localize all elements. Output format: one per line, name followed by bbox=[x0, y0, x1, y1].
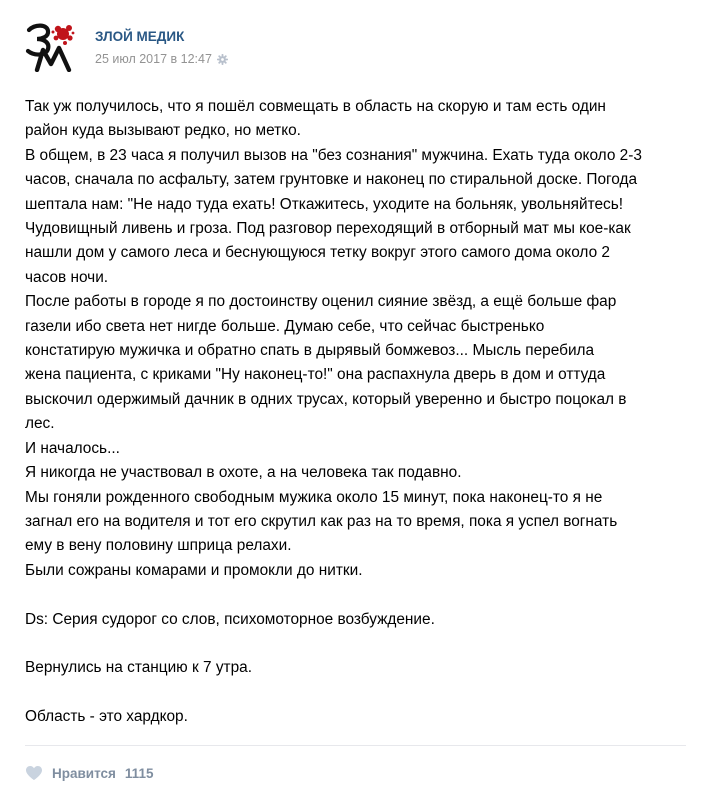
heart-icon bbox=[25, 765, 43, 781]
post-text-line: После работы в городе я по достоинству оценил сияние звёзд, а ещё больше фар bbox=[25, 293, 617, 311]
post-text-line: И началось... bbox=[25, 439, 120, 457]
post-text-line: жена пациента, с криками "Ну наконец-то!" она распахнула дверь в дом и оттуда bbox=[25, 366, 606, 384]
post-text-line: нашли дом у самого леса и беснующуюся тетку вокруг этого самого дома около 2 bbox=[25, 244, 610, 262]
blank-line bbox=[25, 681, 695, 705]
post-footer bbox=[25, 762, 153, 784]
post-text-line: часов ночи. bbox=[25, 268, 109, 286]
post-text-line: Ds: Серия судорог со слов, психомоторное возбуждение. bbox=[25, 610, 435, 628]
post-text-line: Я никогда не участвовал в охоте, а на человека так подавно. bbox=[25, 464, 462, 482]
post-text-line: В общем, в 23 часа я получил вызов на "без сознания" мужчина. Ехать туда около 2-3 bbox=[25, 146, 642, 164]
like-count: 1115 bbox=[124, 765, 154, 781]
post-text-line: часов, сначала по асфальту, затем грунтовке и наконец по стиральной доске. Погода bbox=[25, 171, 638, 189]
post-text-line: Область - это хардкор. bbox=[25, 708, 188, 726]
post-text-line: Вернулись на станцию к 7 утра. bbox=[25, 659, 252, 677]
like-label: Нравится bbox=[52, 765, 116, 781]
post-text-line: выскочил одержимый дачник в одних трусах, который уверенно и быстро поцокал в bbox=[25, 390, 627, 408]
post-text-line: Чудовищный ливень и гроза. Под разговор переходящий в отборный мат мы кое-как bbox=[25, 220, 631, 238]
post-text-line: газели ибо света нет нигде больше. Думаю себе, что сейчас быстренько bbox=[25, 317, 545, 335]
evil-medic-logo-icon bbox=[25, 20, 75, 72]
gear-icon[interactable] bbox=[217, 54, 228, 65]
post-text-line: Так уж получилось, что я пошёл совмещать в область на скорую и там есть один bbox=[25, 98, 606, 115]
post-date-link[interactable]: 25 июл 2017 в 12:47 bbox=[95, 52, 212, 66]
post-text-line: район куда вызывают редко, но метко. bbox=[25, 122, 301, 140]
post-meta bbox=[95, 52, 228, 66]
divider bbox=[25, 745, 686, 746]
post-text bbox=[25, 95, 695, 730]
avatar[interactable] bbox=[25, 20, 75, 72]
blank-line bbox=[25, 632, 695, 656]
post-text-line: Были сожраны комарами и промокли до нитки. bbox=[25, 561, 363, 579]
blank-line bbox=[25, 583, 695, 607]
post-header bbox=[25, 20, 691, 72]
post-text-line: ему в вену половину шприца релахи. bbox=[25, 537, 292, 555]
post-text-line: шептала нам: "Не надо туда ехать! Откажитесь, уходите на больняк, увольняйтесь! bbox=[25, 195, 624, 213]
post-text-line: констатирую мужичка и обратно спать в дырявый бомжевоз... Мысль перебила bbox=[25, 342, 595, 360]
author-name-link[interactable]: ЗЛОЙ МЕДИК bbox=[95, 29, 185, 44]
like-button[interactable] bbox=[25, 765, 153, 781]
post-text-line: лес. bbox=[25, 415, 55, 433]
post-text-line: Мы гоняли рожденного свободным мужика около 15 минут, пока наконец-то я не bbox=[25, 488, 603, 506]
post-text-line: загнал его на водителя и тот его скрутил как раз на то время, пока я успел вогнать bbox=[25, 512, 618, 530]
